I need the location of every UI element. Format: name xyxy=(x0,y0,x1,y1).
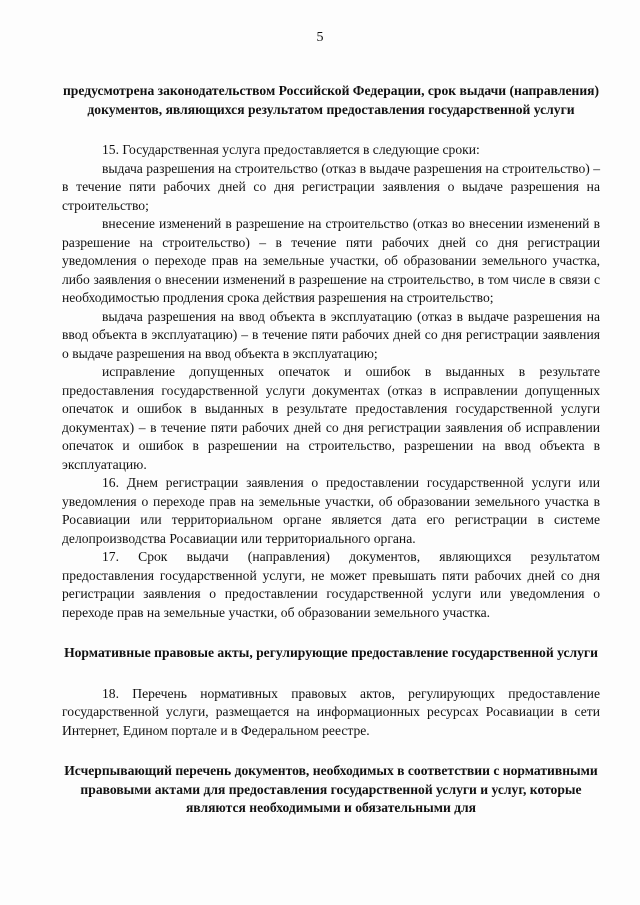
paragraph-18: 18. Перечень нормативных правовых актов, регулирующих предоставление государственной услуги, размещается на информационных ресурсах Росавиации в сети Интернет, Едином портале и в Федеральном реестре. xyxy=(62,685,600,738)
page-number: 5 xyxy=(316,30,324,45)
section-heading-deadlines: предусмотрена законодательством Российской Федерации, срок выдачи (направления) документов, являющихся результатом предоставления государственной услуги xyxy=(62,83,600,117)
paragraph-15-changes: внесение изменений в разрешение на строительство (отказ во внесении изменений в разрешение на строительство) – в течение пяти рабочих дней со дня регистрации уведомления о переходе прав на земельные участки, об образовании земельного участка, либо заявления о внесении изменений в разрешение на строительство, в том числе в связи с необходимостью продления срока действия разрешения на строительство; xyxy=(62,216,600,305)
page-content xyxy=(62,82,600,818)
section-heading-legal-acts: Нормативные правовые акты, регулирующие предоставление государственной услуги xyxy=(64,645,598,660)
paragraph-15: 15. Государственная услуга предоставляется в следующие сроки: xyxy=(102,142,480,157)
paragraph-16: 16. Днем регистрации заявления о предоставлении государственной услуги или уведомления о переходе прав на земельные участки, об образовании земельного участка в Росавиации или территориальном органе является дата его регистрации в системе делопроизводства Росавиации или территориального органа. xyxy=(62,475,600,546)
paragraph-15-permit: выдача разрешения на строительство (отказ в выдаче разрешения на строительство) – в течение пяти рабочих дней со дня регистрации заявления о выдаче разрешения на строительство; xyxy=(62,160,600,213)
paragraph-17: 17. Срок выдачи (направления) документов, являющихся результатом предоставления государственной услуги, не может превышать пяти рабочих дней со дня регистрации заявления о предоставлении государственной услуги или уведомления о переходе прав на земельные участки, об образовании земельного участка. xyxy=(62,549,600,620)
section-heading-documents-list: Исчерпывающий перечень документов, необходимых в соответствии с нормативными правовыми актами для предоставления государственной услуги и услуг, которые являются необходимыми и обязательными для xyxy=(64,763,598,815)
paragraph-15-corrections: исправление допущенных опечаток и ошибок в выданных в результате предоставления государственной услуги документах (отказ в исправлении допущенных опечаток и ошибок в выданных в результате предоставления государственной услуги документах) – в течение пяти рабочих дней со дня регистрации заявления об исправлении опечаток и ошибок в разрешении на строительство, разрешении на ввод объекта в эксплуатацию. xyxy=(62,364,600,472)
paragraph-15-commissioning: выдача разрешения на ввод объекта в эксплуатацию (отказ в выдаче разрешения на ввод объекта в эксплуатацию) – в течение пяти рабочих дней со дня регистрации заявления о выдаче разрешения на ввод объекта в эксплуатацию; xyxy=(62,308,600,361)
